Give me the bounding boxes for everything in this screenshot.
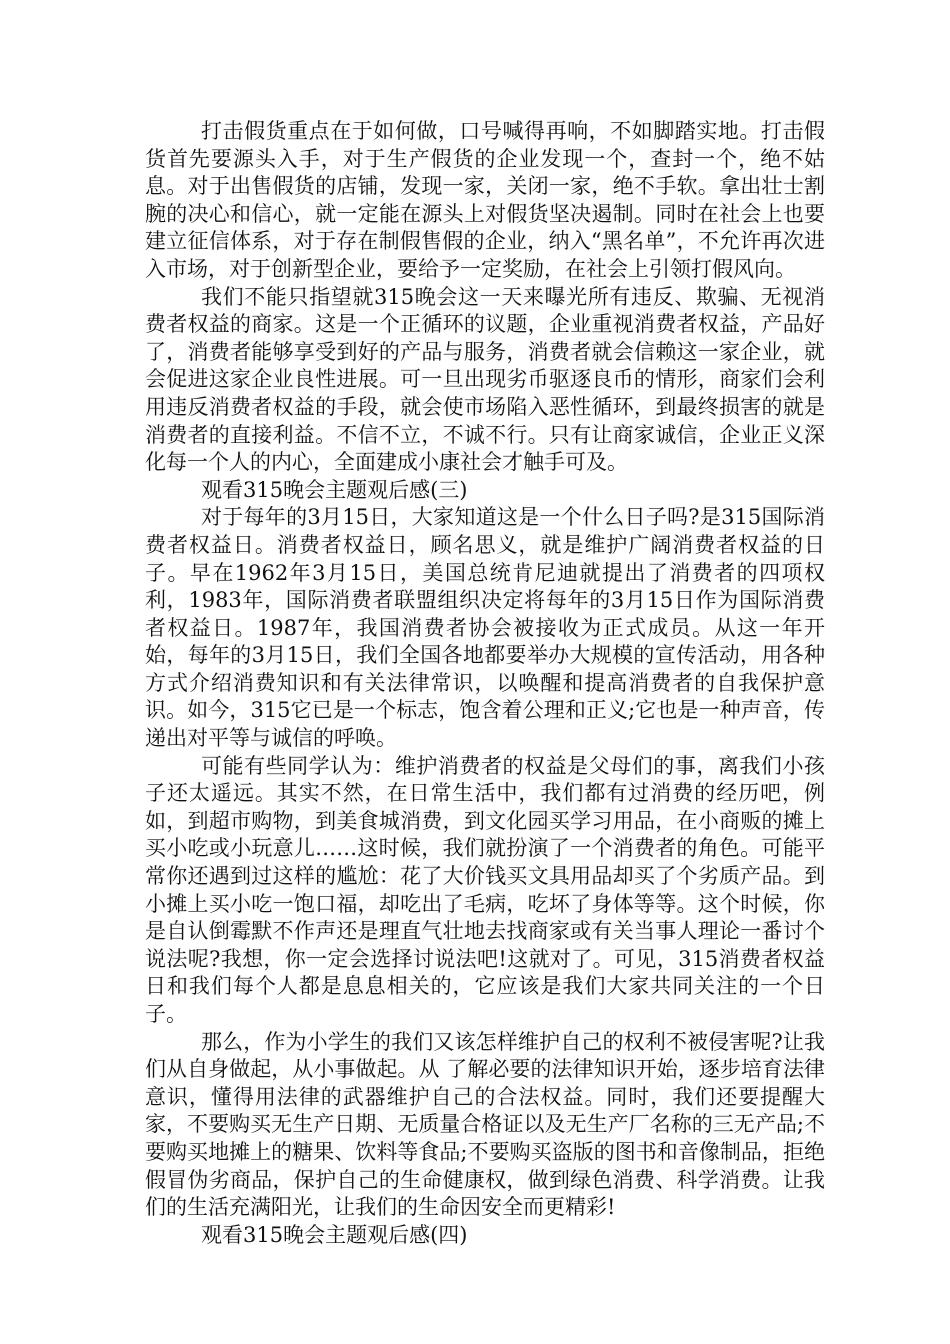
paragraph-march-15-history: 对于每年的3月15日，大家知道这是一个什么日子吗?是315国际消费者权益日。消费者权益日，顾名思义，就是维护广阔消费者权益的日子。早在1962年3月15日，美国总统肯尼迪就提出了消费者的四项权利，1983年，国际消费者联盟组织决定将每年的3月15日作为国际消费者权益日。1987年，我国消费者协会被接收为正式成员。从这一年开始，每年的3月15日，我们全国各地都要举办大规模的宣传活动，用各种方式介绍消费知识和有关法律常识，以唤醒和提高消费者的自我保护意识。如今，315它已是一个标志，饱含着公理和正义;它也是一种声音，传递出对平等与诚信的呼唤。 [145,505,825,751]
section-heading-three: 观看315晚会主题观后感(三) [201,477,468,502]
document-body [145,118,825,1249]
paragraph-students-consumers: 可能有些同学认为：维护消费者的权益是父母们的事，离我们小孩子还太遥远。其实不然，在日常生活中，我们都有过消费的经历吧，例如，到超市购物，到美食城消费，到文化园买学习用品，在小商贩的摊上买小吃或小玩意儿……这时候，我们就扮演了一个消费者的角色。可能平常你还遇到过这样的尴尬：花了大价钱买文具用品却买了个劣质产品。到小摊上买小吃一饱口福，却吃出了毛病，吃坏了身体等等。这个时候，你是自认倒霉默不作声还是理直气壮地去找商家或有关当事人理论一番讨个说法呢?我想，你一定会选择讨说法吧!这就对了。可见，315消费者权益日和我们每个人都是息息相关的，它应该是我们大家共同关注的一个日子。 [145,753,825,1026]
paragraph-anti-counterfeit: 打击假货重点在于如何做，口号喊得再响，不如脚踏实地。打击假货首先要源头入手，对于生产假货的企业发现一个，查封一个，绝不姑息。对于出售假货的店铺，发现一家，关闭一家，绝不手软。拿出壮士割腕的决心和信心，就一定能在源头上对假货坚决遏制。同时在社会上也要建立征信体系，对于存在制假售假的企业，纳入“黑名单”，不允许再次进入市场，对于创新型企业，要给予一定奖励，在社会上引领打假风向。 [145,119,825,281]
section-heading-four: 观看315晚会主题观后感(四) [201,1222,468,1247]
paragraph-consumer-rights-cycle: 我们不能只指望就315晚会这一天来曝光所有违反、欺骗、无视消费者权益的商家。这是一个正循环的议题，企业重视消费者权益，产品好了，消费者能够享受到好的产品与服务，消费者就会信赖这一家企业，就会促进这家企业良性进展。可一旦出现劣币驱逐良币的情形，商家们会利用违反消费者权益的手段，就会使市场陷入恶性循环，到最终损害的就是消费者的直接利益。不信不立，不诚不行。只有让商家诚信，企业正义深化每一个人的内心，全面建成小康社会才触手可及。 [145,284,825,475]
paragraph-how-to-protect-rights: 那么，作为小学生的我们又该怎样维护自己的权利不被侵害呢?让我们从自身做起，从小事做起。从 了解必要的法律知识开始，逐步培育法律意识，懂得用法律的武器维护自己的合法权益。同时，我们还要提醒大家，不要购买无生产日期、无质量合格证以及无生产厂名称的三无产品;不要购买地摊上的糖果、饮料等食品;不要购买盗版的图书和音像制品，拒绝假冒伪劣商品，保护自己的生命健康权，做到绿色消费、科学消费。让我们的生活充满阳光，让我们的生命因安全而更精彩! [145,1029,825,1220]
